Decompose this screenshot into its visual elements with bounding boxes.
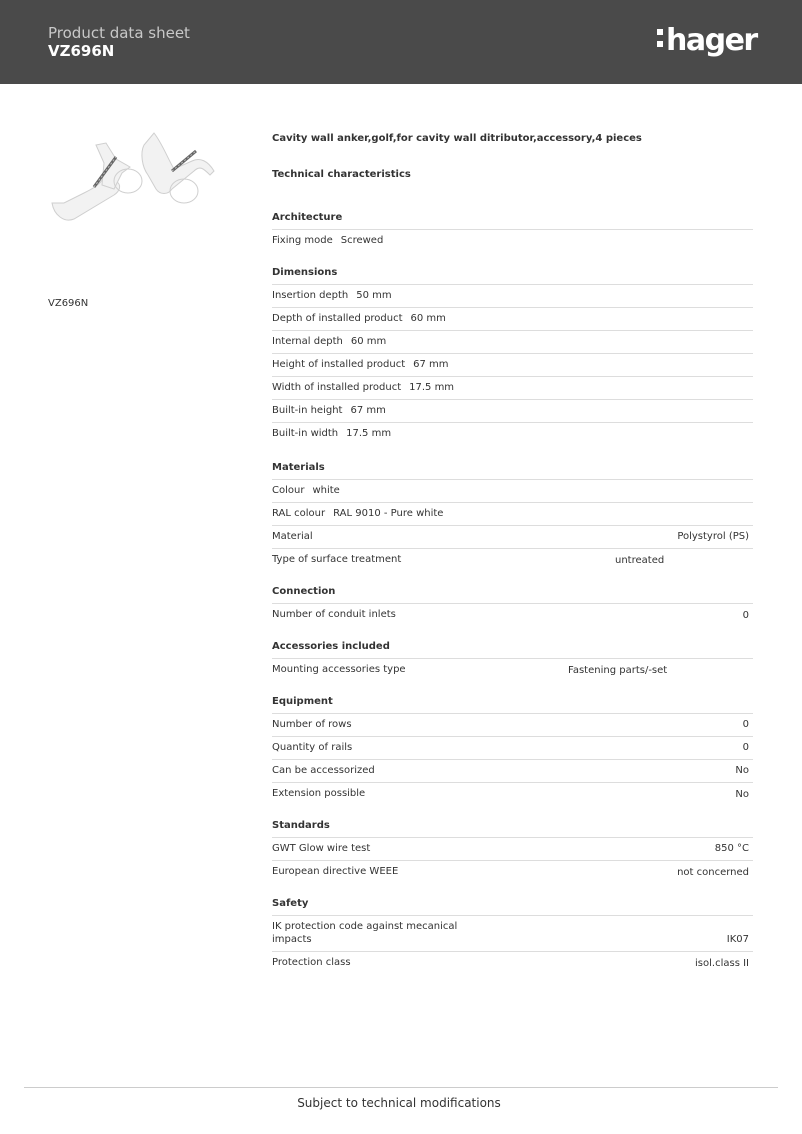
spec-label: Extension possible: [272, 788, 366, 799]
spec-label: Number of conduit inlets: [272, 609, 396, 620]
section-title: Architecture: [272, 211, 753, 230]
footer-text: Subject to technical modifications: [297, 1096, 501, 1110]
product-details: [272, 132, 753, 975]
spec-label: Mounting accessories type: [272, 664, 406, 675]
spec-value: 0: [742, 719, 749, 730]
spec-row: [272, 861, 753, 884]
footer-divider: [24, 1087, 778, 1088]
page-header: [0, 0, 802, 84]
spec-label: IK protection code against mecanical impacts: [272, 921, 458, 945]
spec-row: [272, 604, 753, 627]
spec-row: [272, 230, 753, 253]
section-title: Dimensions: [272, 266, 753, 285]
product-description: Cavity wall anker,golf,for cavity wall ditributor,accessory,4 pieces: [272, 133, 642, 144]
spec-row: [272, 285, 753, 308]
section-title: Safety: [272, 897, 753, 916]
spec-value: 60 mm: [350, 336, 387, 347]
section-standards: [272, 819, 753, 884]
spec-value: No: [735, 765, 749, 776]
spec-value: isol.class II: [695, 958, 749, 969]
spec-row: [272, 760, 753, 783]
spec-value: 850 °C: [714, 843, 749, 854]
spec-row: [272, 503, 753, 526]
spec-label: Can be accessorized: [272, 765, 375, 776]
spec-row: [272, 916, 753, 952]
spec-value: white: [312, 485, 340, 496]
spec-label: Built-in width: [272, 428, 339, 439]
section-materials: [272, 461, 753, 572]
header-reference: VZ696N: [48, 42, 115, 60]
spec-label: RAL colour: [272, 508, 326, 519]
spec-label: Built-in height: [272, 405, 343, 416]
spec-row: [272, 354, 753, 377]
spec-value: 67 mm: [350, 405, 386, 416]
spec-value: RAL 9010 - Pure white: [333, 508, 444, 519]
section-title: Materials: [272, 461, 753, 480]
right-anchor-illustration: [142, 133, 214, 203]
spec-label: Colour: [272, 485, 305, 496]
spec-row: [272, 737, 753, 760]
spec-value: No: [735, 789, 749, 800]
section-title: Standards: [272, 819, 753, 838]
spec-value: 0: [742, 742, 749, 753]
spec-row: [272, 377, 753, 400]
spec-value: 50 mm: [356, 290, 392, 301]
spec-row: [272, 400, 753, 423]
spec-row: [272, 526, 753, 549]
spec-label: Type of surface treatment: [272, 554, 402, 565]
spec-value: untreated: [615, 555, 665, 566]
spec-row: [272, 952, 753, 975]
spec-row: [272, 549, 753, 572]
hager-logo: [657, 24, 757, 58]
spec-value: 17.5 mm: [346, 428, 392, 439]
logo-text: hager: [666, 23, 757, 58]
section-title: Equipment: [272, 695, 753, 714]
spec-label: GWT Glow wire test: [272, 843, 371, 854]
spec-label: European directive WEEE: [272, 866, 399, 877]
spec-value: Fastening parts/-set: [568, 665, 668, 676]
spec-value: 60 mm: [410, 313, 446, 324]
section-dimensions: [272, 266, 753, 446]
section-title: Connection: [272, 585, 753, 604]
spec-label: Width of installed product: [272, 382, 402, 393]
section-connection: [272, 585, 753, 627]
spec-value: 67 mm: [413, 359, 449, 370]
spec-row: [272, 714, 753, 737]
product-image: [44, 125, 224, 235]
technical-characteristics-title: Technical characteristics: [272, 169, 411, 180]
spec-value: not concerned: [677, 867, 749, 878]
section-title: Accessories included: [272, 640, 753, 659]
spec-value: Screwed: [340, 235, 384, 246]
spec-label: Quantity of rails: [272, 742, 353, 753]
spec-row: [272, 838, 753, 861]
spec-row: [272, 783, 753, 806]
spec-row: [272, 308, 753, 331]
spec-value: Polystyrol (PS): [677, 531, 749, 542]
section-equipment: [272, 695, 753, 806]
logo-dots-icon: [657, 27, 663, 49]
document-type: Product data sheet: [48, 24, 190, 42]
spec-row: [272, 480, 753, 503]
spec-label: Height of installed product: [272, 359, 406, 370]
spec-row: [272, 331, 753, 354]
spec-row: [272, 659, 753, 682]
spec-value: 17.5 mm: [409, 382, 455, 393]
spec-label: Internal depth: [272, 336, 343, 347]
spec-label: Depth of installed product: [272, 313, 403, 324]
spec-label: Material: [272, 531, 313, 542]
spec-value: IK07: [726, 934, 749, 945]
spec-label: Insertion depth: [272, 290, 349, 301]
section-architecture: [272, 211, 753, 253]
spec-label: Fixing mode: [272, 235, 333, 246]
spec-label: Number of rows: [272, 719, 352, 730]
spec-value: 0: [742, 610, 749, 621]
spec-row: [272, 423, 753, 446]
spec-label: Protection class: [272, 957, 351, 968]
section-safety: [272, 897, 753, 975]
section-accessories-included: [272, 640, 753, 682]
side-reference: VZ696N: [48, 298, 89, 309]
